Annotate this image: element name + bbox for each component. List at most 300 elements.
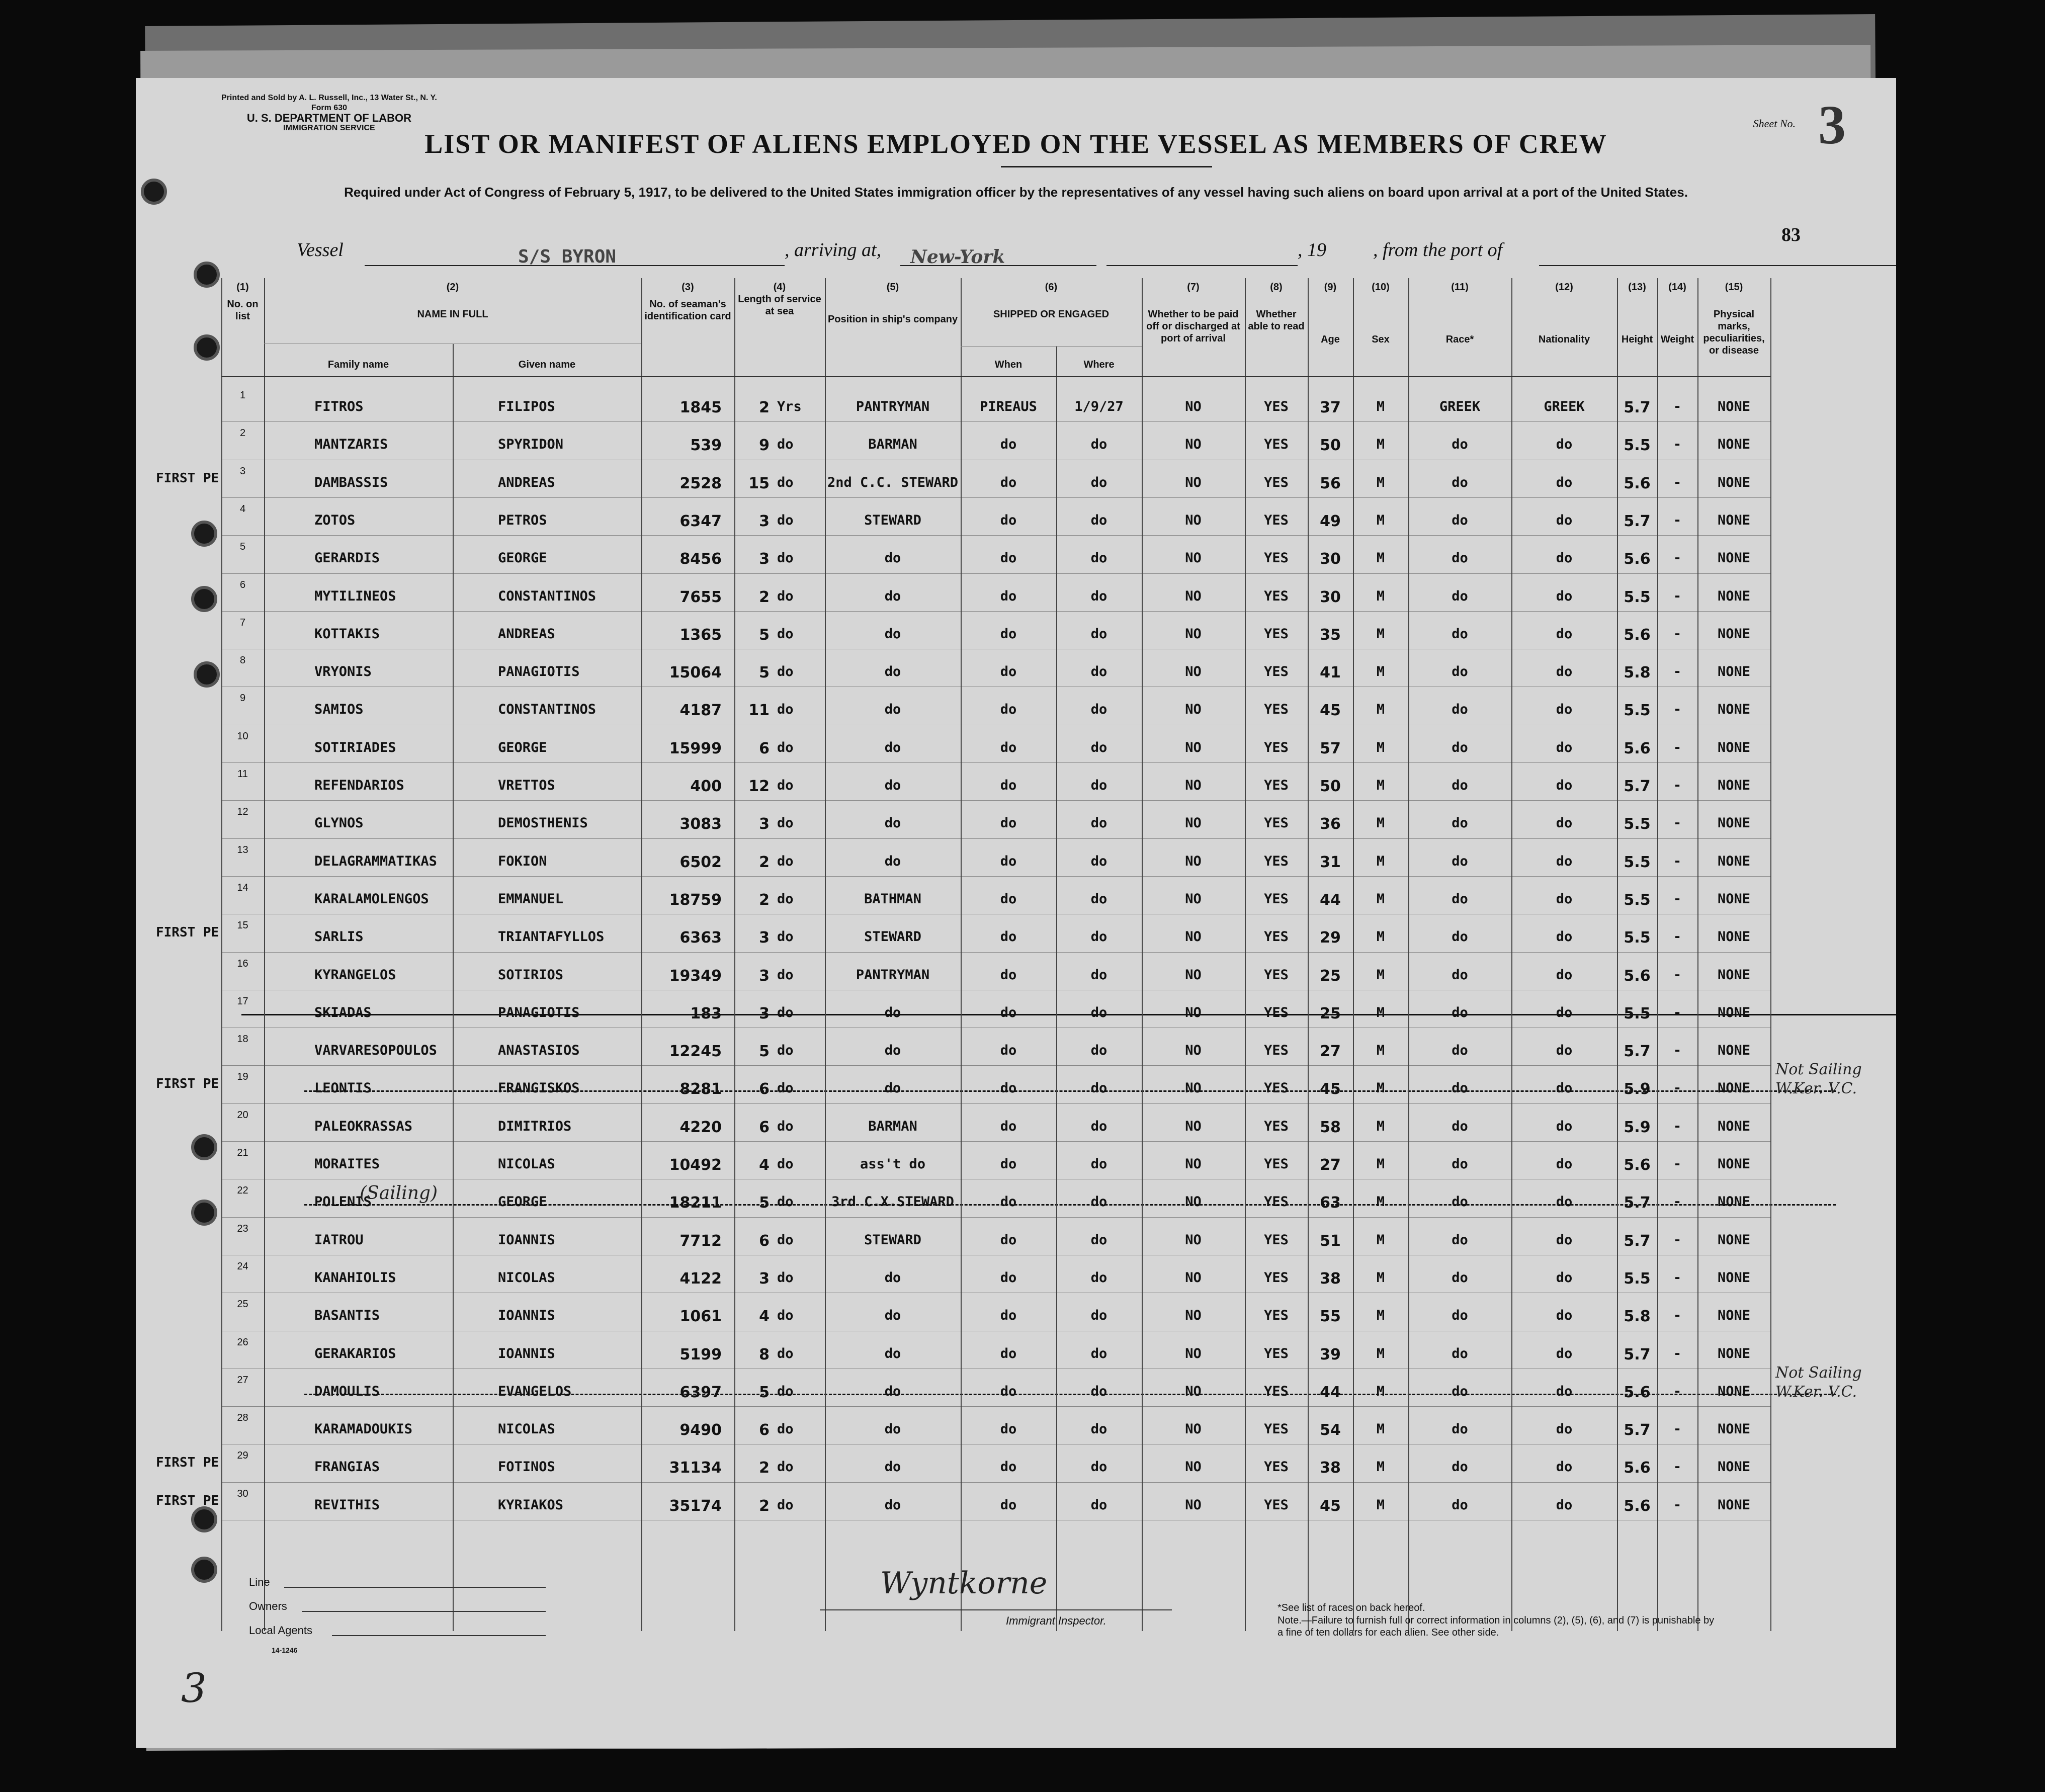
shipped-when: do	[1000, 739, 1017, 755]
length-of-service: 3	[759, 1269, 770, 1288]
column-rule	[1245, 278, 1246, 1631]
table-row	[136, 1331, 1896, 1369]
shipped-when: do	[1000, 815, 1017, 831]
ship-position: STEWARD	[864, 1232, 921, 1248]
sex: M	[1376, 815, 1385, 831]
row-number: 7	[239, 617, 246, 628]
paid-off: NO	[1185, 1080, 1202, 1096]
length-of-service: 4	[759, 1156, 770, 1174]
ship-position: do	[884, 1080, 901, 1096]
length-of-service: 3	[759, 512, 770, 530]
age: 44	[1320, 1383, 1341, 1401]
ship-position: PANTRYMAN	[856, 967, 930, 983]
paid-off: NO	[1185, 778, 1202, 793]
ship-position: STEWARD	[864, 512, 921, 528]
height: 5.5	[1624, 1004, 1651, 1022]
weight: -	[1673, 1459, 1682, 1475]
height: 5.5	[1624, 702, 1651, 720]
paid-off: NO	[1185, 891, 1202, 907]
column-rule	[1697, 278, 1698, 1631]
weight: -	[1673, 1308, 1682, 1324]
header-position: Position in ship's company	[827, 314, 958, 325]
given-name: GEORGE	[498, 1194, 547, 1210]
paid-off: NO	[1185, 1156, 1202, 1172]
shipped-when: do	[1000, 626, 1017, 642]
weight: -	[1673, 1421, 1682, 1437]
service-unit: do	[777, 891, 794, 907]
height: 5.5	[1624, 929, 1651, 947]
paid-off: NO	[1185, 474, 1202, 490]
arriving-port: New-York	[910, 246, 1005, 268]
sex: M	[1376, 1383, 1385, 1399]
nationality: do	[1556, 739, 1573, 755]
document-subtitle: Required under Act of Congress of February 5, 1917, to be delivered to the United States immigration officer by the representatives of any vessel having such aliens on board upon arrival at a port of the United States.	[344, 185, 1688, 200]
ship-position: do	[884, 550, 901, 566]
service-unit: do	[777, 1269, 794, 1286]
table-row	[136, 384, 1896, 421]
column-rule	[1308, 278, 1309, 1631]
paid-off: NO	[1185, 1497, 1202, 1513]
crew-table	[136, 278, 1896, 1636]
weight: -	[1673, 550, 1682, 566]
length-of-service: 5	[759, 1383, 770, 1401]
race: do	[1452, 1421, 1468, 1437]
height: 5.5	[1624, 437, 1651, 455]
header-where: Where	[1083, 359, 1115, 370]
family-name: KARAMADOUKIS	[314, 1421, 413, 1437]
column-rule	[1142, 278, 1143, 1631]
line-label: Line	[249, 1576, 270, 1588]
physical-marks: NONE	[1717, 1459, 1751, 1475]
header-paid-off: Whether to be paid off or discharged at port of arrival	[1146, 309, 1240, 344]
ship-position: do	[884, 1383, 901, 1399]
nationality: do	[1556, 1043, 1573, 1059]
shipped-where: do	[1090, 1194, 1107, 1210]
weight: -	[1673, 399, 1682, 414]
row-number: 19	[237, 1071, 248, 1083]
age: 37	[1320, 399, 1341, 416]
family-name: DAMBASSIS	[314, 474, 388, 490]
ship-position: do	[884, 702, 901, 718]
family-name: IATROU	[314, 1232, 364, 1248]
nationality: do	[1556, 1080, 1573, 1096]
given-name: NICOLAS	[498, 1156, 555, 1172]
ship-position: BATHMAN	[864, 891, 921, 907]
line-underline	[284, 1587, 546, 1588]
physical-marks: NONE	[1717, 891, 1751, 907]
given-name: FOKION	[498, 853, 547, 869]
column-rule	[734, 278, 735, 1631]
seaman-card-number: 7655	[679, 588, 722, 606]
row-number: 12	[237, 806, 248, 818]
shipped-when: do	[1000, 1497, 1017, 1513]
given-name: ANASTASIOS	[498, 1043, 580, 1059]
height: 5.6	[1624, 1459, 1651, 1477]
length-of-service: 15	[748, 474, 770, 492]
weight: -	[1673, 739, 1682, 755]
service-unit: do	[777, 1118, 794, 1134]
inspector-label: Immigrant Inspector.	[1006, 1614, 1106, 1627]
weight: -	[1673, 1345, 1682, 1361]
length-of-service: 6	[759, 1421, 770, 1439]
weight: -	[1673, 1156, 1682, 1172]
shipped-where: do	[1090, 815, 1107, 831]
service-unit: do	[777, 1156, 794, 1172]
table-row	[136, 1179, 1896, 1217]
age: 55	[1320, 1308, 1341, 1326]
seaman-card-number: 6397	[679, 1383, 722, 1401]
physical-marks: NONE	[1717, 815, 1751, 831]
given-name: CONSTANTINOS	[498, 588, 597, 604]
family-name: KARALAMOLENGOS	[314, 891, 429, 907]
row-number: 24	[237, 1260, 248, 1272]
height: 5.7	[1624, 778, 1651, 795]
column-number: (5)	[886, 282, 899, 293]
given-name: PETROS	[498, 512, 547, 528]
sex: M	[1376, 739, 1385, 755]
given-name: ANDREAS	[498, 626, 555, 642]
paid-off: NO	[1185, 1043, 1202, 1059]
age: 50	[1320, 778, 1341, 795]
race: do	[1452, 1383, 1468, 1399]
able-to-read: YES	[1264, 815, 1289, 831]
service-unit: do	[777, 1194, 794, 1210]
race: do	[1452, 853, 1468, 869]
table-row	[136, 1369, 1896, 1406]
physical-marks: NONE	[1717, 967, 1751, 983]
race: do	[1452, 702, 1468, 718]
race: do	[1452, 1497, 1468, 1513]
nationality: do	[1556, 1269, 1573, 1286]
age: 50	[1320, 437, 1341, 455]
able-to-read: YES	[1264, 1269, 1289, 1286]
service-unit: do	[777, 550, 794, 566]
nationality: do	[1556, 929, 1573, 945]
ship-position: do	[884, 778, 901, 793]
able-to-read: YES	[1264, 550, 1289, 566]
height: 5.8	[1624, 1308, 1651, 1326]
nationality: do	[1556, 626, 1573, 642]
length-of-service: 3	[759, 1004, 770, 1022]
shipped-when: do	[1000, 702, 1017, 718]
row-number: 1	[239, 390, 246, 401]
physical-marks: NONE	[1717, 1308, 1751, 1324]
table-row	[136, 687, 1896, 724]
seaman-card-number: 12245	[669, 1043, 722, 1061]
shipped-when: do	[1000, 1043, 1017, 1059]
table-row	[136, 611, 1896, 649]
family-name: FITROS	[314, 399, 364, 414]
service-unit: do	[777, 588, 794, 604]
height: 5.5	[1624, 853, 1651, 871]
nationality: do	[1556, 778, 1573, 793]
row-number: 15	[237, 920, 248, 931]
strike-through	[241, 1014, 1896, 1015]
seaman-card-number: 4220	[679, 1118, 722, 1136]
page-number: 83	[1781, 224, 1801, 245]
family-name: KANAHIOLIS	[314, 1269, 396, 1286]
arriving-label: , arriving at,	[785, 239, 882, 261]
weight: -	[1673, 626, 1682, 642]
table-row	[136, 838, 1896, 876]
header-family-name: Family name	[327, 359, 389, 370]
physical-marks: NONE	[1717, 1118, 1751, 1134]
physical-marks: NONE	[1717, 512, 1751, 528]
physical-marks: NONE	[1717, 550, 1751, 566]
ship-position: BARMAN	[868, 1118, 917, 1134]
shipped-where: do	[1090, 1459, 1107, 1475]
table-row	[136, 914, 1896, 952]
age: 25	[1320, 1004, 1341, 1022]
weight: -	[1673, 1080, 1682, 1096]
shipped-where: do	[1090, 853, 1107, 869]
age: 45	[1320, 702, 1341, 720]
length-of-service: 5	[759, 1194, 770, 1212]
paid-off: NO	[1185, 815, 1202, 831]
column-number: (2)	[446, 282, 459, 293]
shipped-where: do	[1090, 588, 1107, 604]
row-number: 22	[237, 1185, 248, 1197]
seaman-card-number: 1845	[679, 399, 722, 416]
length-of-service: 2	[759, 588, 770, 606]
able-to-read: YES	[1264, 626, 1289, 642]
table-row	[136, 725, 1896, 762]
age: 39	[1320, 1345, 1341, 1363]
shipped-when: do	[1000, 1194, 1017, 1210]
paid-off: NO	[1185, 1269, 1202, 1286]
not-sailing-note: Not Sailing W.Ker. V.C.	[1775, 1061, 1862, 1098]
age: 38	[1320, 1269, 1341, 1288]
race: do	[1452, 1156, 1468, 1172]
seaman-card-number: 183	[690, 1004, 722, 1022]
row-number: 27	[237, 1374, 248, 1386]
length-of-service: 12	[748, 778, 770, 795]
service-unit: do	[777, 626, 794, 642]
family-name: KOTTAKIS	[314, 626, 380, 642]
sex: M	[1376, 1497, 1385, 1513]
height: 5.6	[1624, 550, 1651, 568]
shipped-where: do	[1090, 1080, 1107, 1096]
vessel-label: Vessel	[297, 239, 344, 261]
nationality: do	[1556, 891, 1573, 907]
family-name: DAMOULIS	[314, 1383, 380, 1399]
weight: -	[1673, 1194, 1682, 1210]
physical-marks: NONE	[1717, 853, 1751, 869]
column-number: (9)	[1324, 282, 1337, 293]
length-of-service: 5	[759, 1043, 770, 1061]
seaman-card-number: 4122	[679, 1269, 722, 1288]
race: do	[1452, 1459, 1468, 1475]
header-age: Age	[1321, 334, 1340, 345]
column-number: (6)	[1045, 282, 1058, 293]
sex: M	[1376, 664, 1385, 680]
physical-marks: NONE	[1717, 739, 1751, 755]
printer-line: Printed and Sold by A. L. Russell, Inc., 13 Water St., N. Y.	[221, 94, 437, 102]
nationality: do	[1556, 550, 1573, 566]
length-of-service: 8	[759, 1345, 770, 1363]
height: 5.5	[1624, 815, 1651, 833]
nationality: do	[1556, 815, 1573, 831]
shipped-when: do	[1000, 1156, 1017, 1172]
service-unit: do	[777, 664, 794, 680]
column-number: (10)	[1372, 282, 1390, 293]
nationality: do	[1556, 664, 1573, 680]
shipped-when: do	[1000, 778, 1017, 793]
height: 5.6	[1624, 474, 1651, 492]
height: 5.7	[1624, 512, 1651, 530]
given-name: EMMANUEL	[498, 891, 564, 907]
form-number: Form 630	[311, 104, 347, 112]
column-number: (4)	[773, 282, 786, 293]
family-name: POLENIS	[314, 1194, 372, 1210]
seaman-card-number: 4187	[679, 702, 722, 720]
length-of-service: 3	[759, 967, 770, 985]
race: do	[1452, 512, 1468, 528]
weight: -	[1673, 588, 1682, 604]
physical-marks: NONE	[1717, 702, 1751, 718]
manifest-sheet	[136, 78, 1896, 1748]
header-length-service: Length of service at sea	[738, 294, 821, 317]
family-name: BASANTIS	[314, 1308, 380, 1324]
length-of-service: 6	[759, 1232, 770, 1250]
from-port-label: , from the port of	[1373, 239, 1503, 261]
race: do	[1452, 437, 1468, 453]
ship-position: do	[884, 588, 901, 604]
length-of-service: 5	[759, 664, 770, 682]
physical-marks: NONE	[1717, 588, 1751, 604]
paid-off: NO	[1185, 437, 1202, 453]
header-shipped-engaged: SHIPPED OR ENGAGED	[993, 309, 1110, 320]
seaman-card-number: 7712	[679, 1232, 722, 1250]
signature-line	[820, 1609, 1172, 1610]
table-row	[136, 1141, 1896, 1179]
race: do	[1452, 778, 1468, 793]
table-row	[136, 497, 1896, 535]
footnote-penalty: Note.—Failure to furnish full or correct information in columns (2), (5), (6), and (7) is punishable by a fine of ten dollars for each alien. See other side.	[1277, 1615, 1715, 1638]
nationality: do	[1556, 437, 1573, 453]
age: 51	[1320, 1232, 1341, 1250]
height: 5.7	[1624, 1421, 1651, 1439]
column-rule	[1511, 278, 1512, 1631]
given-name: KYRIAKOS	[498, 1497, 564, 1513]
age: 29	[1320, 929, 1341, 947]
height: 5.6	[1624, 626, 1651, 644]
given-name: IOANNIS	[498, 1232, 555, 1248]
given-name: PANAGIOTIS	[498, 1004, 580, 1020]
header-race: Race*	[1445, 334, 1474, 345]
sex: M	[1376, 1194, 1385, 1210]
weight: -	[1673, 1232, 1682, 1248]
able-to-read: YES	[1264, 1080, 1289, 1096]
table-row	[136, 1217, 1896, 1255]
physical-marks: NONE	[1717, 626, 1751, 642]
nationality: GREEK	[1544, 399, 1585, 414]
age: 45	[1320, 1497, 1341, 1515]
seaman-card-number: 1365	[679, 626, 722, 644]
shipped-when: do	[1000, 1459, 1017, 1475]
nationality: do	[1556, 1118, 1573, 1134]
vessel-underline	[365, 265, 785, 266]
column-number: (15)	[1725, 282, 1743, 293]
weight: -	[1673, 815, 1682, 831]
age: 58	[1320, 1118, 1341, 1136]
sex: M	[1376, 1459, 1385, 1475]
column-rule	[1408, 278, 1409, 1631]
paid-off: NO	[1185, 1194, 1202, 1210]
service-unit: do	[777, 929, 794, 945]
nationality: do	[1556, 702, 1573, 718]
physical-marks: NONE	[1717, 399, 1751, 414]
weight: -	[1673, 778, 1682, 793]
paid-off: NO	[1185, 702, 1202, 718]
column-rule	[221, 278, 222, 1631]
race: do	[1452, 1308, 1468, 1324]
physical-marks: NONE	[1717, 1156, 1751, 1172]
service-unit: do	[777, 1043, 794, 1059]
shipped-when: do	[1000, 474, 1017, 490]
shipped-where: do	[1090, 1004, 1107, 1020]
column-number: (3)	[681, 282, 694, 293]
ship-position: do	[884, 1345, 901, 1361]
table-row	[136, 649, 1896, 687]
row-number: 9	[239, 693, 246, 704]
length-of-service: 2	[759, 891, 770, 909]
service-unit: do	[777, 437, 794, 453]
physical-marks: NONE	[1717, 1004, 1751, 1020]
agents-underline	[332, 1635, 546, 1636]
wavy-strike	[304, 1090, 1836, 1092]
race: do	[1452, 1194, 1468, 1210]
physical-marks: NONE	[1717, 1345, 1751, 1361]
owners-underline	[302, 1611, 546, 1612]
age: 30	[1320, 588, 1341, 606]
nationality: do	[1556, 474, 1573, 490]
given-name: FRANGISKOS	[498, 1080, 580, 1096]
column-number: (1)	[236, 282, 249, 293]
height: 5.5	[1624, 891, 1651, 909]
race: do	[1452, 1118, 1468, 1134]
sex: M	[1376, 437, 1385, 453]
service-unit: Yrs	[777, 399, 802, 414]
row-number: 29	[237, 1450, 248, 1462]
binder-hole	[141, 179, 167, 205]
ship-position: do	[884, 1421, 901, 1437]
sheet-label: Sheet No.	[1753, 117, 1796, 130]
nationality: do	[1556, 1194, 1573, 1210]
column-rule	[825, 278, 826, 1631]
table-row	[136, 952, 1896, 990]
able-to-read: YES	[1264, 1232, 1289, 1248]
ship-position: do	[884, 1043, 901, 1059]
shipped-when: do	[1000, 588, 1017, 604]
given-name: NICOLAS	[498, 1269, 555, 1286]
service-unit: do	[777, 1383, 794, 1399]
row-number: 21	[237, 1147, 248, 1158]
weight: -	[1673, 929, 1682, 945]
ship-position: do	[884, 1497, 901, 1513]
race: do	[1452, 474, 1468, 490]
age: 56	[1320, 474, 1341, 492]
column-rule	[1056, 346, 1057, 1631]
family-name: SAMIOS	[314, 702, 364, 718]
age: 54	[1320, 1421, 1341, 1439]
ship-position: do	[884, 1269, 901, 1286]
paid-off: NO	[1185, 1459, 1202, 1475]
able-to-read: YES	[1264, 853, 1289, 869]
seaman-card-number: 6347	[679, 512, 722, 530]
shipped-where: do	[1090, 1043, 1107, 1059]
header-nationality: Nationality	[1538, 334, 1590, 345]
